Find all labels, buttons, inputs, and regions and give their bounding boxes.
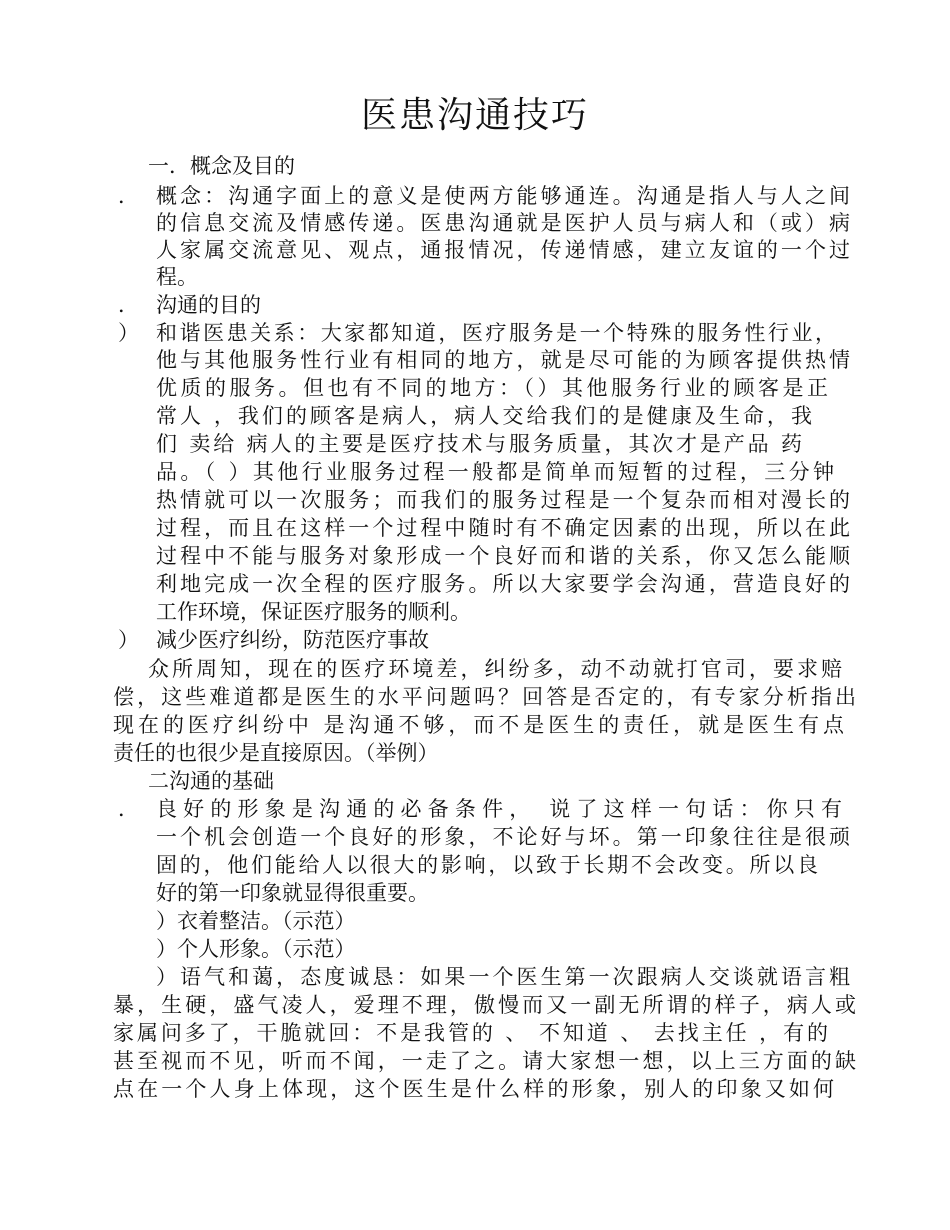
- paragraph-line: 众所周知，现在的医疗环境差，纠纷多，动不动就打官司，要求赔: [148, 657, 842, 681]
- paragraph-line: 暴，生硬，盛气凌人，爱理不理，傲慢而又一副无所谓的样子，病人或: [113, 993, 856, 1017]
- paragraph-line: 点在一个人身上体现，这个医生是什么样的形象，别人的印象又如何: [113, 1077, 834, 1101]
- list-item-line: 他与其他服务性行业有相同的地方，就是尽可能的为顾客提供热情: [156, 348, 850, 372]
- list-item-line: 程。: [156, 265, 198, 289]
- list-item-line: 良好的形象是沟通的必备条件， 说了这样一句话：你只有: [156, 797, 842, 821]
- list-item-text: 沟通的目的: [156, 293, 261, 317]
- list-marker: ．: [118, 184, 139, 208]
- bullet-point: ）衣着整洁。（示范）: [156, 909, 356, 933]
- list-marker: ）: [118, 321, 139, 345]
- list-item-line: 好的第一印象就显得很重要。: [156, 881, 429, 905]
- list-item-line: 的信息交流及情感传递。医患沟通就是医护人员与病人和（或）病: [156, 211, 850, 235]
- list-item-line: 热情就可以一次服务；而我们的服务过程是一个复杂而相对漫长的: [156, 488, 850, 512]
- bullet-point: ）个人形象。（示范）: [156, 937, 356, 961]
- section-heading: 二沟通的基础: [148, 769, 274, 793]
- list-item-line: 一个机会创造一个良好的形象，不论好与坏。第一印象往往是很顽: [156, 825, 850, 849]
- list-item-line: 概念：沟通字面上的意义是使两方能够通连。沟通是指人与人之间: [156, 184, 850, 208]
- list-item-line: 过程中不能与服务对象形成一个良好而和谐的关系，你又怎么能顺: [156, 544, 850, 568]
- list-item-line: 和谐医患关系：大家都知道，医疗服务是一个特殊的服务性行业，: [156, 321, 836, 345]
- list-item-line: 过程，而且在这样一个过程中随时有不确定因素的出现，所以在此: [156, 516, 850, 540]
- list-item-text: 减少医疗纠纷，防范医疗事故: [156, 628, 429, 652]
- list-item-line: 人家属交流意见、观点，通报情况，传递情感，建立友谊的一个过: [156, 238, 850, 262]
- list-item-line: 利地完成一次全程的医疗服务。所以大家要学会沟通，营造良好的: [156, 572, 850, 596]
- list-item-line: 们 卖给 病人的主要是医疗技术与服务质量，其次才是产品 药: [156, 432, 802, 456]
- paragraph-line: 家属问多了，干脆就回：不是我管的 、 不知道 、 去找主任 ，有的: [113, 1021, 828, 1045]
- page-title: 医患沟通技巧: [360, 95, 589, 136]
- list-marker: ．: [118, 797, 139, 821]
- paragraph-line: 现在的医疗纠纷中 是沟通不够，而不是医生的责任，就是医生有点: [113, 713, 844, 737]
- paragraph-line: 偿，这些难道都是医生的水平问题吗？回答是否定的，有专家分析指出: [113, 685, 856, 709]
- list-item-line: 品。（ ）其他行业服务过程一般都是简单而短暂的过程，三分钟: [156, 460, 834, 484]
- list-marker: ．: [118, 293, 139, 317]
- paragraph-line: 责任的也很少是直接原因。（举例）: [113, 741, 439, 765]
- section-heading: 一．概念及目的: [148, 154, 295, 178]
- list-item-line: 固的，他们能给人以很大的影响，以致于长期不会改变。所以良: [156, 853, 818, 877]
- paragraph-line: 甚至视而不见，听而不闻，一走了之。请大家想一想，以上三方面的缺: [113, 1049, 856, 1073]
- list-item-line: 优质的服务。但也有不同的地方：（）其他服务行业的顾客是正: [156, 376, 828, 400]
- list-marker: ）: [118, 628, 139, 652]
- paragraph-line: ）语气和蔼，态度诚恳：如果一个医生第一次跟病人交谈就语言粗: [156, 965, 850, 989]
- list-item-line: 工作环境，保证医疗服务的顺利。: [156, 600, 471, 624]
- list-item-line: 常人 ，我们的顾客是病人，病人交给我们的是健康及生命，我: [156, 404, 812, 428]
